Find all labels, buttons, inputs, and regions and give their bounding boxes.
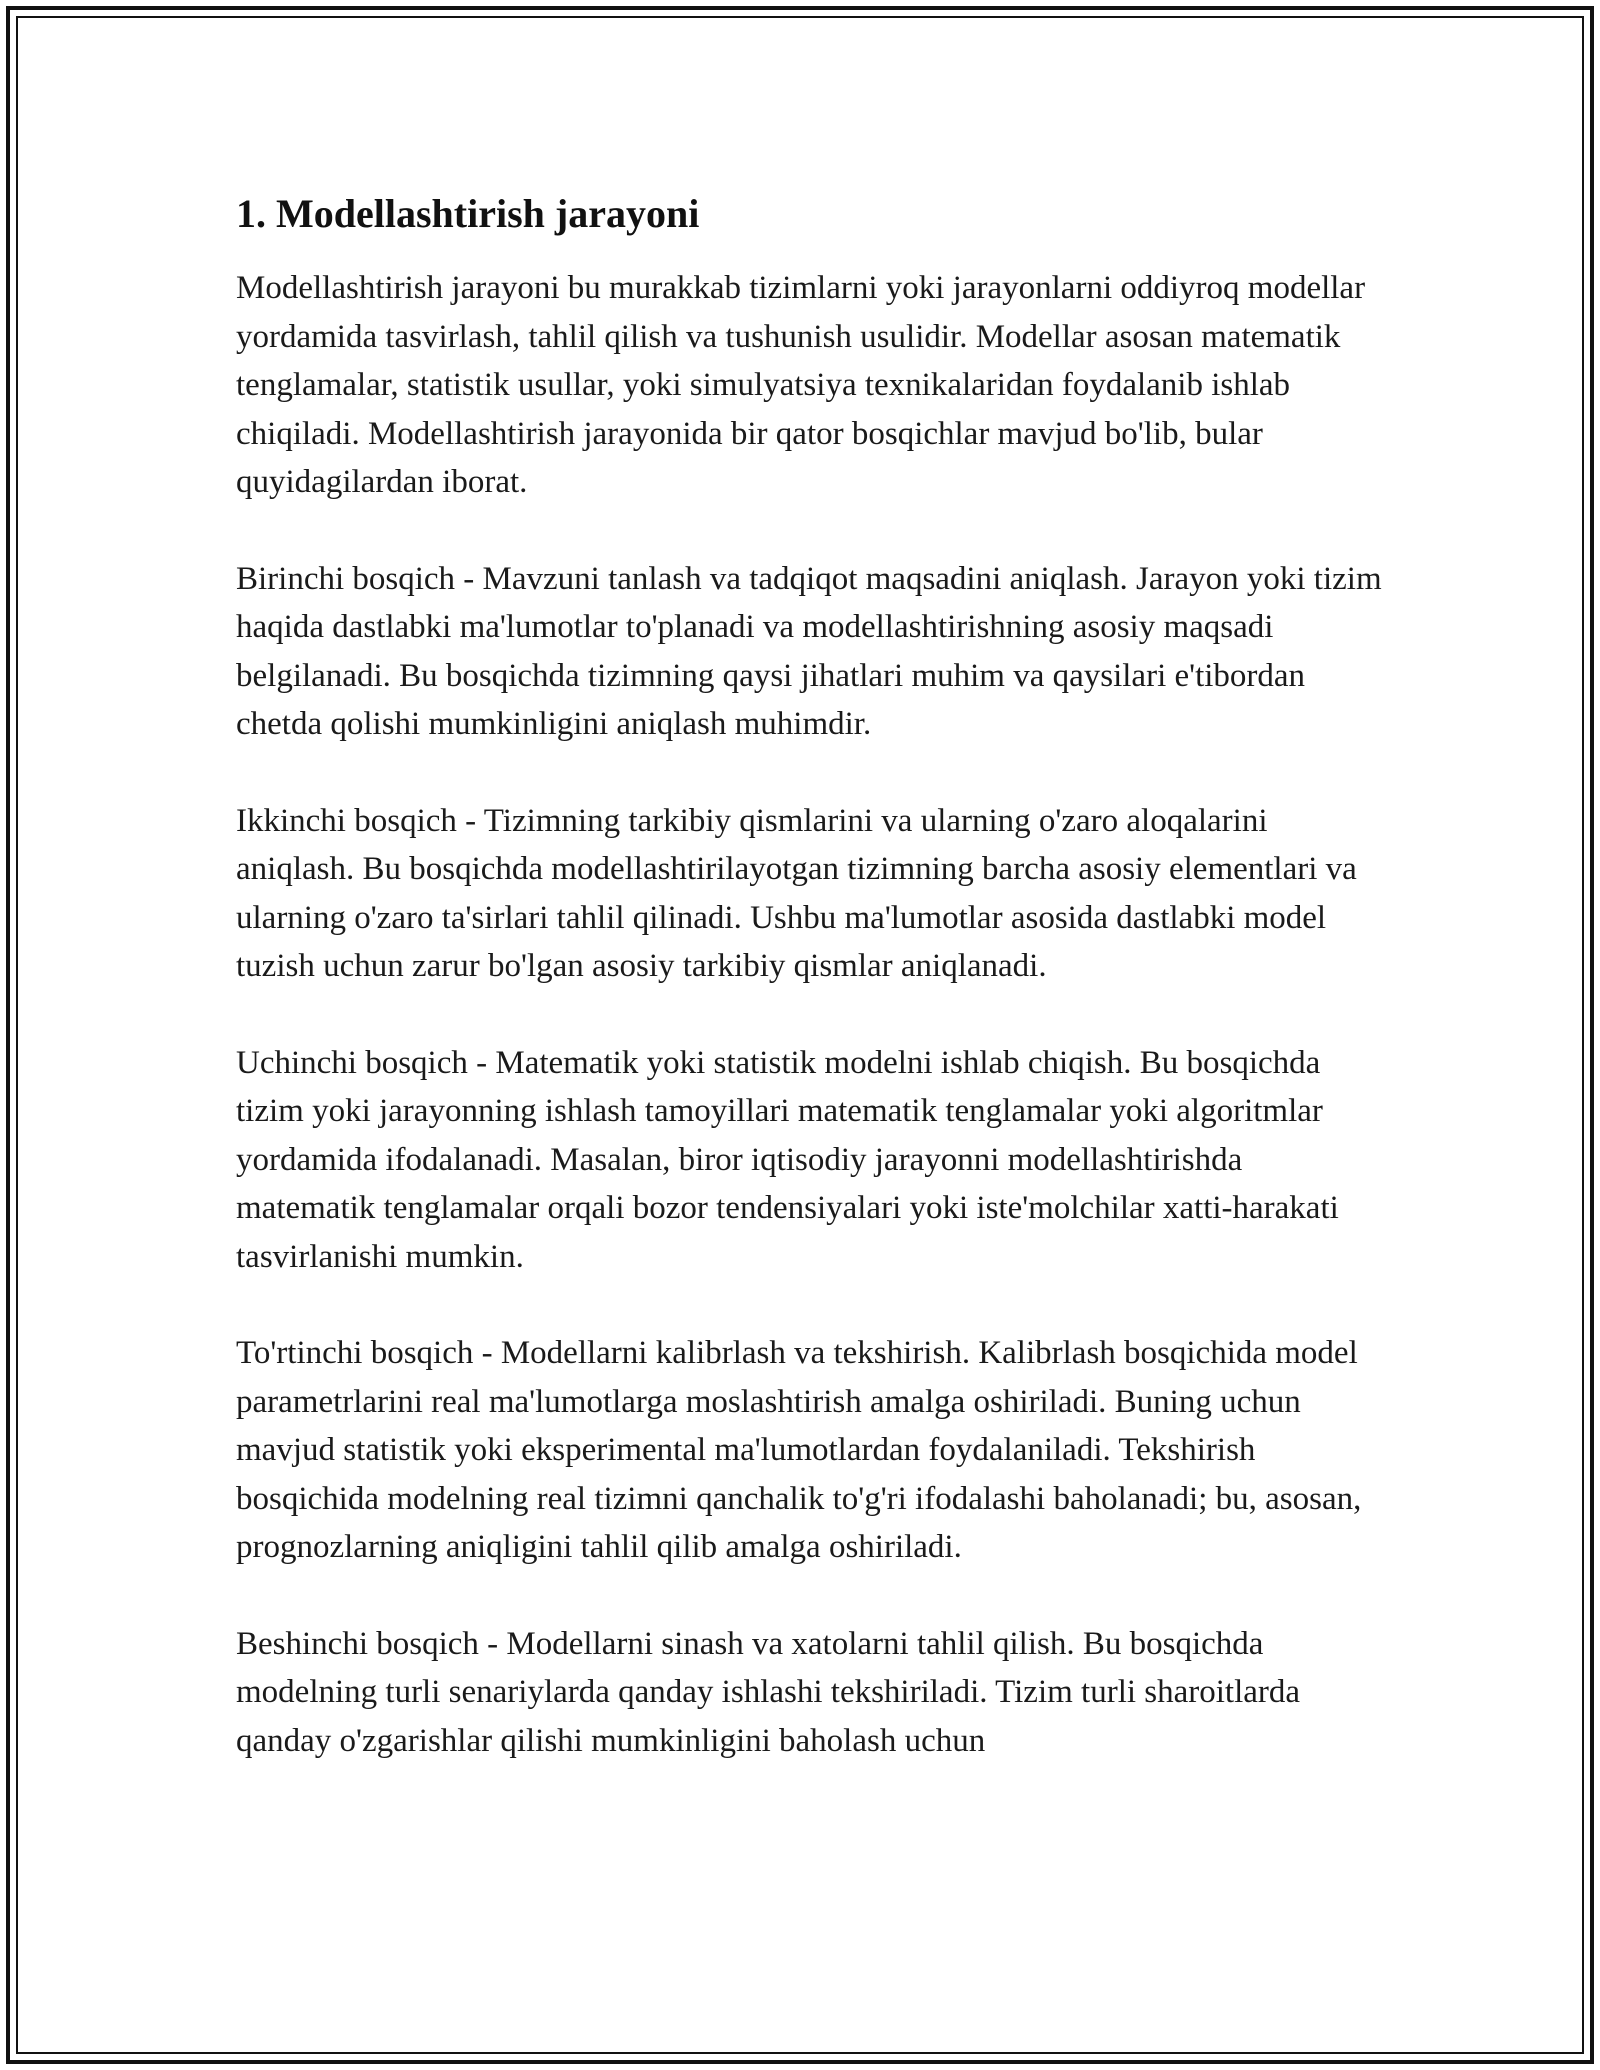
paragraph-stage-5: Beshinchi bosqich - Modellarni sinash va xatolarni tahlil qilish. Bu bosqichda modelning turli senariylarda qanday ishlashi tekshiriladi. Tizim turli sharoitlarda qanday o'zgarishlar qilishi mumkinligini baholash uchun (236, 1625, 1301, 1759)
section-heading: 1. Modellashtirish jarayoni (236, 191, 700, 236)
paragraph-stage-2: Ikkinchi bosqich - Tizimning tarkibiy qismlarini va ularning o'zaro aloqalarini aniqlash. Bu bosqichda modellashtirilayotgan tizimning barcha asosiy elementlari va ularning o'zaro ta'sirlari tahlil qilinadi. Ushbu ma'lumotlar asosida dastlabki model tuzish uchun zarur bo'lgan asosiy tarkibiy qismlar aniqlanadi. (236, 802, 1357, 984)
paragraph-stage-4: To'rtinchi bosqich - Modellarni kalibrlash va tekshirish. Kalibrlash bosqichida model parametrlarini real ma'lumotlarga moslashtirish amalga oshiriladi. Buning uchun mavjud statistik yoki eksperimental ma'lumotlardan foydalaniladi. Tekshirish bosqichida modelning real tizimni qanchalik to'g'ri ifodalashi baholanadi; bu, asosan, prognozlarning aniqligini tahlil qilib amalga oshiriladi. (236, 1335, 1362, 1565)
paragraph-stage-1: Birinchi bosqich - Mavzuni tanlash va tadqiqot maqsadini aniqlash. Jarayon yoki tizim haqida dastlabki ma'lumotlar to'planadi va modellashtirishning asosiy maqsadi belgilanadi. Bu bosqichda tizimning qaysi jihatlari muhim va qaysilari e'tibordan chetda qolishi mumkinligini aniqlash muhimdir. (236, 560, 1382, 742)
paragraph-stage-3: Uchinchi bosqich - Matematik yoki statistik modelni ishlab chiqish. Bu bosqichda tizim yoki jarayonning ishlash tamoyillari matematik tenglamalar yoki algoritmlar yordamida ifodalanadi. Masalan, biror iqtisodiy jarayonni modellashtirishda matematik tenglamalar orqali bozor tendensiyalari yoki iste'molchilar xatti-harakati tasvirlanishi mumkin. (236, 1044, 1339, 1275)
paragraph-intro: Modellashtirish jarayoni bu murakkab tizimlarni yoki jarayonlarni oddiyroq modellar yordamida tasvirlash, tahlil qilish va tushunish usulidir. Modellar asosan matematik tenglamalar, statistik usullar, yoki simulyatsiya texnikalaridan foydalanib ishlab chiqiladi. Modellashtirish jarayonida bir qator bosqichlar mavjud bo'lib, bular quyidagilardan iborat. (236, 270, 1366, 500)
document-body (236, 186, 1386, 1813)
